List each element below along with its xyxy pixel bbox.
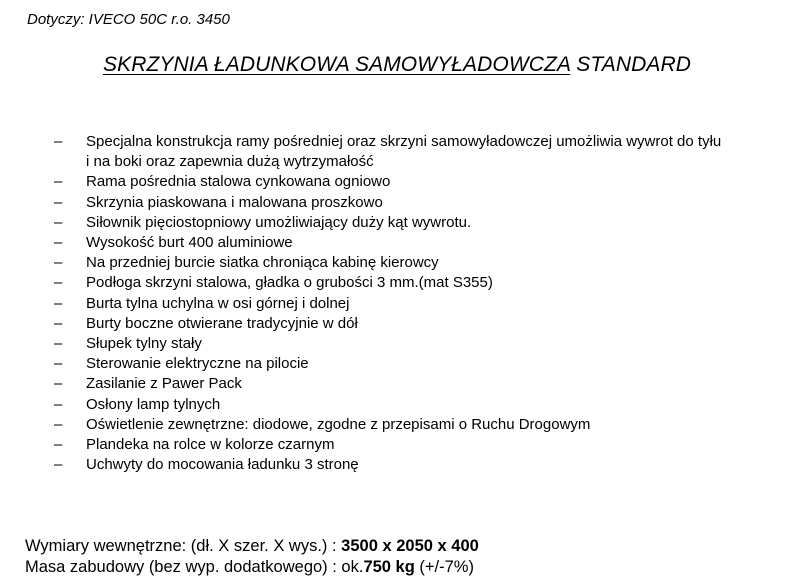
list-item bbox=[0, 233, 808, 253]
bullet-dash: – bbox=[54, 375, 63, 393]
list-item-text: Słupek tylny stały bbox=[86, 335, 202, 353]
mass-tolerance: (+/-7%) bbox=[414, 558, 474, 576]
list-item-text: Burty boczne otwierane tradycyjnie w dół bbox=[86, 314, 358, 332]
list-item bbox=[0, 253, 808, 273]
list-item bbox=[0, 354, 808, 374]
list-item-text: Burta tylna uchylna w osi górnej i dolnej bbox=[86, 294, 350, 312]
list-item bbox=[0, 334, 808, 354]
list-item bbox=[0, 294, 808, 314]
list-item-text: Na przedniej burcie siatka chroniąca kabinę kierowcy bbox=[86, 254, 439, 272]
bullet-dash: – bbox=[54, 274, 63, 292]
mass-label: Masa zabudowy (bez wyp. dodatkowego) : ok. bbox=[25, 558, 364, 576]
list-item bbox=[0, 273, 808, 293]
bullet-dash: – bbox=[54, 436, 63, 454]
specifications bbox=[25, 536, 479, 578]
dimensions-value: 3500 x 2050 x 400 bbox=[341, 537, 479, 555]
list-item bbox=[0, 193, 808, 213]
bullet-dash: – bbox=[54, 213, 63, 231]
list-item-text: Sterowanie elektryczne na pilocie bbox=[86, 355, 309, 373]
document-title bbox=[103, 53, 691, 77]
list-item bbox=[0, 435, 808, 455]
vehicle-reference: Dotyczy: IVECO 50C r.o. 3450 bbox=[27, 11, 230, 28]
list-item-text: Plandeka na rolce w kolorze czarnym bbox=[86, 436, 335, 454]
dimensions-label: Wymiary wewnętrzne: (dł. X szer. X wys.) : bbox=[25, 537, 342, 555]
list-item bbox=[0, 455, 808, 475]
bullet-dash: – bbox=[54, 234, 63, 252]
list-item-text: Uchwyty do mocowania ładunku 3 stronę bbox=[86, 456, 359, 474]
bullet-dash: – bbox=[54, 395, 63, 413]
mass-value: 750 kg bbox=[363, 558, 415, 576]
list-item-text: i na boki oraz zapewnia dużą wytrzymałość bbox=[86, 153, 374, 171]
list-item bbox=[0, 374, 808, 394]
list-item-text: Siłownik pięciostopniowy umożliwiający duży kąt wywrotu. bbox=[86, 213, 472, 231]
list-item bbox=[0, 213, 808, 233]
list-item bbox=[0, 314, 808, 334]
bullet-dash: – bbox=[54, 254, 63, 272]
bullet-dash: – bbox=[54, 193, 63, 211]
bullet-dash: – bbox=[54, 355, 63, 373]
list-item-text: Podłoga skrzyni stalowa, gładka o grubości 3 mm.(mat S355) bbox=[86, 274, 493, 292]
list-item bbox=[0, 132, 808, 172]
list-item bbox=[0, 415, 808, 435]
list-item bbox=[0, 172, 808, 192]
list-item-text: Skrzynia piaskowana i malowana proszkowo bbox=[86, 193, 383, 211]
features-list bbox=[0, 132, 808, 475]
mass-row bbox=[25, 557, 479, 578]
list-item bbox=[0, 395, 808, 415]
bullet-dash: – bbox=[54, 294, 63, 312]
list-item-text: Zasilanie z Pawer Pack bbox=[86, 375, 242, 393]
bullet-dash: – bbox=[54, 335, 63, 353]
title-rest-part: STANDARD bbox=[570, 53, 691, 76]
bullet-dash: – bbox=[54, 456, 63, 474]
list-item-text: Rama pośrednia stalowa cynkowana ogniowo bbox=[86, 173, 391, 191]
list-item-text: Wysokość burt 400 aluminiowe bbox=[86, 234, 293, 252]
dimensions-row bbox=[25, 536, 479, 557]
list-item-text: Oświetlenie zewnętrzne: diodowe, zgodne z przepisami o Ruchu Drogowym bbox=[86, 415, 591, 433]
list-item-text: Specjalna konstrukcja ramy pośredniej oraz skrzyni samowyładowczej umożliwia wywrot do tyłu bbox=[86, 133, 722, 150]
title-underlined-part: SKRZYNIA ŁADUNKOWA SAMOWYŁADOWCZA bbox=[103, 53, 571, 76]
list-item-text: Osłony lamp tylnych bbox=[86, 395, 221, 413]
bullet-dash: – bbox=[54, 415, 63, 433]
bullet-dash: – bbox=[54, 314, 63, 332]
bullet-dash: – bbox=[54, 173, 63, 191]
bullet-dash: – bbox=[54, 133, 63, 150]
